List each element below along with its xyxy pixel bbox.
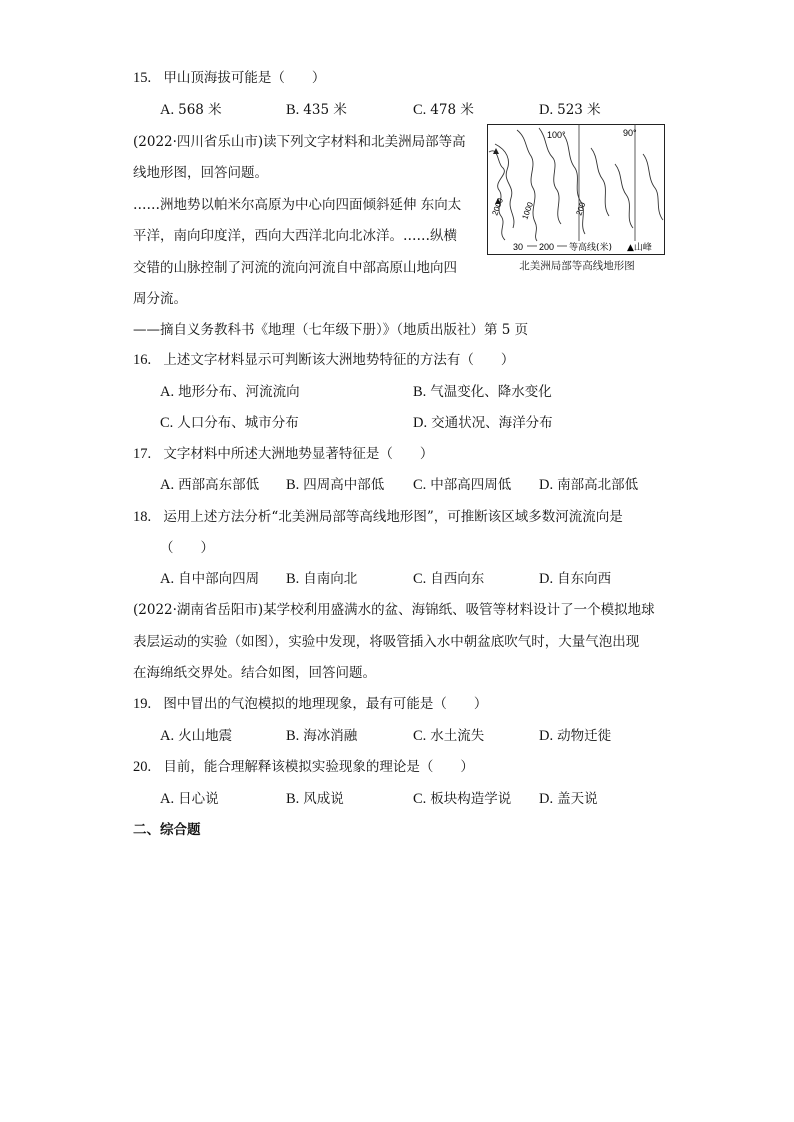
passage2-line: (2022·湖南省岳阳市)某学校利用盛满水的盆、海锦纸、吸管等材料设计了一个模拟地球 <box>133 602 655 618</box>
question-text: 文字材料中所述大洲地势显著特征是（ ） <box>163 446 434 462</box>
q18-option-b: B. 自南向北 <box>286 571 358 587</box>
q20-option-c: C. 板块构造学说 <box>413 791 512 807</box>
passage1-line: (2022·四川省乐山市)读下列文字材料和北美洲局部等高 <box>133 134 466 150</box>
label-100: 100° <box>547 130 566 140</box>
section-heading: 二、综合题 <box>133 822 201 838</box>
question-text: 运用上述方法分析“北美洲局部等高线地形图”，可推断该区域多数河流流向是 <box>163 509 623 525</box>
label-1000: 1000 <box>520 200 535 221</box>
q15-option-c: C. 478 米 <box>413 102 474 118</box>
q17-option-c: C. 中部高四周低 <box>413 477 512 493</box>
q16-option-d: D. 交通状况、海洋分布 <box>413 415 553 431</box>
passage1-line: 平洋，南向印度洋，西向大西洋北向北冰洋。……纵横 <box>133 228 457 244</box>
q15-option-a: A. 568 米 <box>160 102 222 118</box>
question-number: 20. <box>133 759 152 775</box>
q17-option-d: D. 南部高北部低 <box>539 477 639 493</box>
q19-option-b: B. 海冰消融 <box>286 728 358 744</box>
q19-option-d: D. 动物迁徙 <box>539 728 612 744</box>
question-18 <box>133 505 623 526</box>
q17-option-a: A. 西部高东部低 <box>160 477 260 493</box>
q15-option-d: D. 523 米 <box>539 102 601 118</box>
passage1-line: 交错的山脉控制了河流的流向河流自中部高原山地向四 <box>133 260 457 276</box>
q19-option-c: C. 水土流失 <box>413 728 485 744</box>
map-caption: 北美洲局部等高线地形图 <box>519 260 635 272</box>
label-200: 200 <box>574 201 588 217</box>
question-19 <box>133 692 487 713</box>
q18-option-d: D. 自东向西 <box>539 571 612 587</box>
q18-option-c: C. 自西向东 <box>413 571 485 587</box>
q20-option-a: A. 日心说 <box>160 791 219 807</box>
label-2000: 2000 <box>490 196 505 217</box>
q16-option-c: C. 人口分布、城市分布 <box>160 415 299 431</box>
legend-200: 200 <box>539 242 555 252</box>
q20-option-b: B. 风成说 <box>286 791 344 807</box>
question-16 <box>133 348 514 369</box>
passage1-line: 周分流。 <box>133 291 187 307</box>
q19-option-a: A. 火山地震 <box>160 728 233 744</box>
contour-map <box>487 124 665 255</box>
question-number: 17. <box>133 446 152 462</box>
legend-contour: 等高线(米) <box>569 243 613 253</box>
question-20 <box>133 755 474 776</box>
question-text: 目前，能合理解释该模拟实验现象的理论是（ ） <box>163 759 474 775</box>
q16-option-b: B. 气温变化、降水变化 <box>413 384 552 400</box>
question-number: 16. <box>133 352 152 368</box>
question-number: 18. <box>133 509 152 525</box>
q18-option-a: A. 自中部向四周 <box>160 571 260 587</box>
passage1-line: ……洲地势以帕米尔高原为中心向四面倾斜延伸 东向太 <box>133 197 462 213</box>
q20-option-d: D. 盖天说 <box>539 791 598 807</box>
label-30: 30 <box>513 242 524 252</box>
question-text: 上述文字材料显示可判断该大洲地势特征的方法有（ ） <box>163 352 515 368</box>
question-17 <box>133 442 433 463</box>
question-text: 甲山顶海拔可能是（ ） <box>163 70 326 86</box>
passage2-line: 在海绵纸交界处。结合如图，回答问题。 <box>133 665 376 681</box>
question-text: 图中冒出的气泡模拟的地理现象，最有可能是（ ） <box>163 696 488 712</box>
q15-option-b: B. 435 米 <box>286 102 347 118</box>
question-number: 15. <box>133 70 152 86</box>
q16-option-a: A. 地形分布、河流流向 <box>160 384 300 400</box>
passage1-source: ——摘自义务教科书《地理（七年级下册）》（地质出版社）第 5 页 <box>133 322 529 338</box>
question-15 <box>133 66 325 87</box>
passage2-line: 表层运动的实验（如图），实验中发现，将吸管插入水中朝盆底吹气时，大量气泡出现 <box>133 634 640 650</box>
passage1-line: 线地形图，回答问题。 <box>133 165 268 181</box>
legend-peak: ▲山峰 <box>627 243 652 253</box>
q17-option-b: B. 四周高中部低 <box>286 477 385 493</box>
question-18-blank: （ ） <box>160 540 214 556</box>
label-90: 90° <box>623 128 637 138</box>
question-number: 19. <box>133 696 152 712</box>
